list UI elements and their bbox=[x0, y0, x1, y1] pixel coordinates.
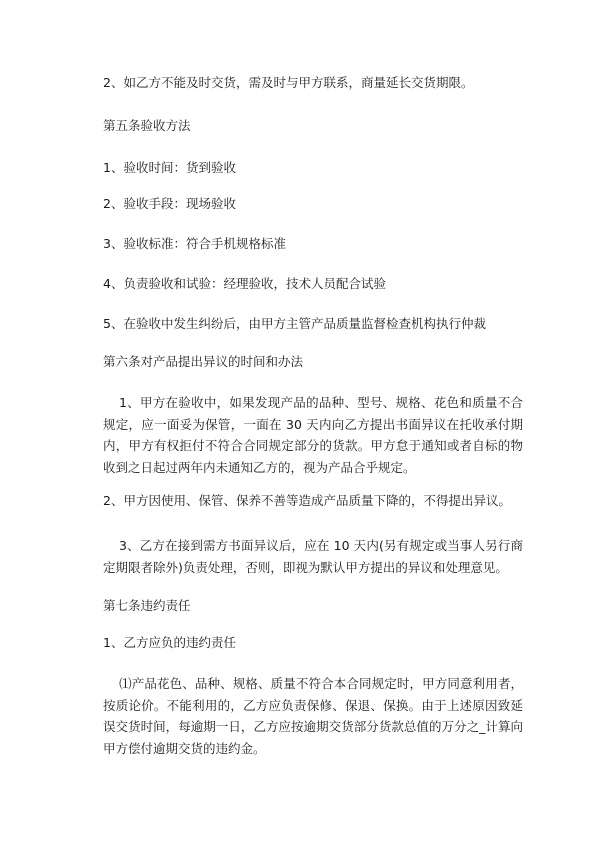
heading-article-5: 第五条验收方法 bbox=[103, 118, 191, 133]
clause-quality-nonconformity-text: ⑴产品花色、品种、规格、质量不符合本合同规定时，甲方同意利用者，按质论价。不能利用的，乙方应负责保修、保退、保换。由于上述原因致延误交货时间，每逾期一日，乙方应按逾期交货部分货款总值的万分之_计算向甲方偿付逾期交货的违约金。 bbox=[103, 676, 523, 756]
clause-inspection-standard: 3、验收标准：符合手机规格标准 bbox=[103, 236, 286, 251]
heading-article-7: 第七条违约责任 bbox=[103, 598, 191, 613]
clause-delivery-delay: 2、如乙方不能及时交货，需及时与甲方联系，商量延长交货期限。 bbox=[103, 75, 474, 90]
heading-article-6: 第六条对产品提出异议的时间和办法 bbox=[103, 354, 304, 369]
clause-no-objection: 2、甲方因使用、保管、保养不善等造成产品质量下降的，不得提出异议。 bbox=[103, 493, 511, 508]
clause-inspection-time: 1、验收时间：货到验收 bbox=[103, 160, 236, 175]
clause-seller-liability: 1、乙方应负的违约责任 bbox=[103, 635, 236, 650]
clause-objection-procedure bbox=[103, 392, 523, 478]
clause-objection-handling bbox=[103, 535, 523, 578]
clause-inspection-means: 2、验收手段：现场验收 bbox=[103, 196, 236, 211]
clause-quality-nonconformity bbox=[103, 673, 523, 759]
clause-dispute-arbitration: 5、在验收中发生纠纷后，由甲方主管产品质量监督检查机构执行仲裁 bbox=[103, 316, 486, 331]
clause-objection-handling-text: 3、乙方在接到需方书面异议后，应在 10 天内(另有规定或当事人另行商定期限者除外)负责处理，否则，即视为默认甲方提出的异议和处理意见。 bbox=[103, 538, 523, 575]
clause-inspection-responsibility: 4、负责验收和试验：经理验收，技术人员配合试验 bbox=[103, 276, 386, 291]
clause-objection-procedure-text: 1、甲方在验收中，如果发现产品的品种、型号、规格、花色和质量不合规定，应一面妥为保管，一面在 30 天内向乙方提出书面异议在托收承付期内，甲方有权拒付不符合合同规定部分的货款。甲方怠于通知或者自标的物收到之日起过两年内未通知乙方的，视为产品合乎规定。 bbox=[103, 395, 523, 475]
